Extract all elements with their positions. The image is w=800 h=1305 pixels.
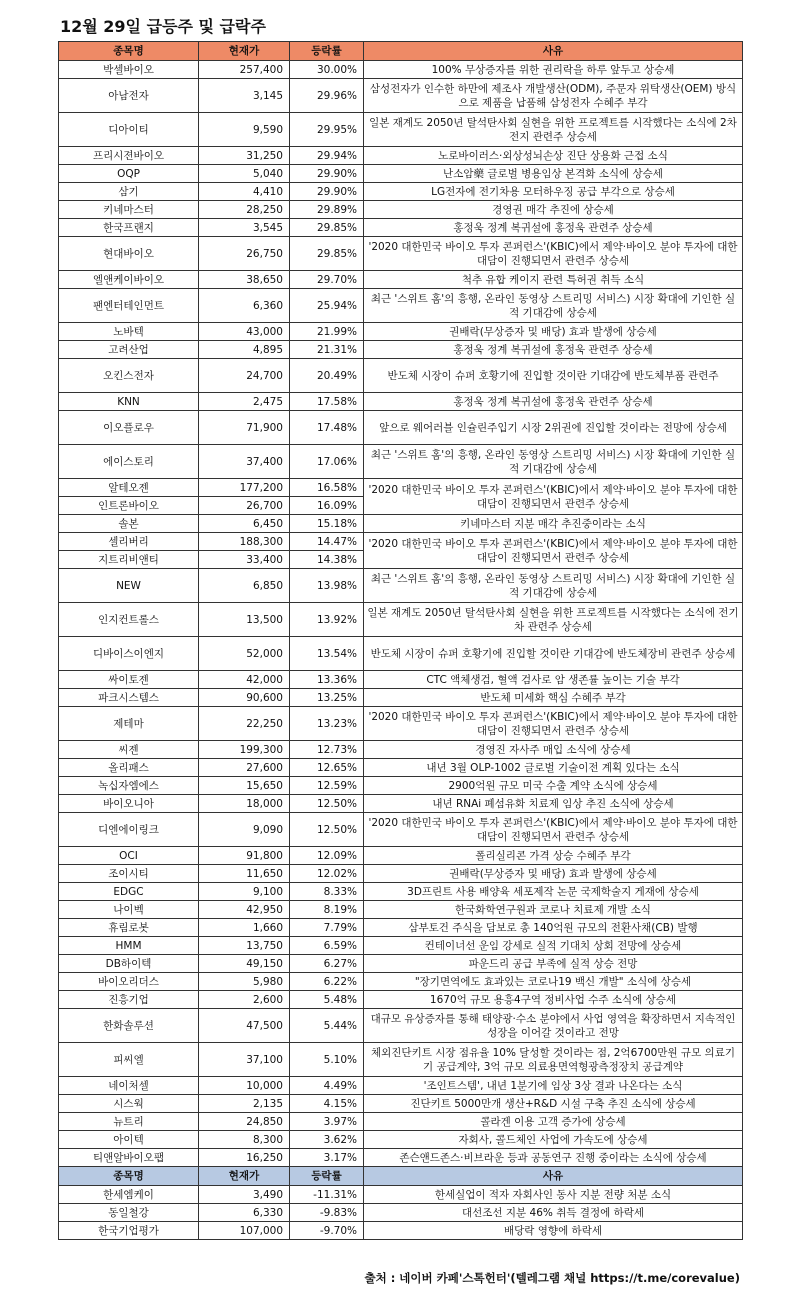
stock-price: 3,490 (199, 1186, 290, 1204)
stock-change: 4.49% (290, 1077, 364, 1095)
table-row (59, 937, 743, 955)
table-row (59, 919, 743, 937)
stock-price: 199,300 (199, 741, 290, 759)
stock-change: 15.18% (290, 515, 364, 533)
stock-name: DB하이텍 (59, 955, 199, 973)
stock-price: 27,600 (199, 759, 290, 777)
stock-change: 13.92% (290, 603, 364, 637)
stock-change: 30.00% (290, 61, 364, 79)
table-row (59, 323, 743, 341)
stock-reason: 권배락(무상증자 및 배당) 효과 발생에 상승세 (364, 865, 743, 883)
header-price: 현재가 (199, 1167, 290, 1186)
table-row (59, 1113, 743, 1131)
stock-reason: 반도체 시장이 슈퍼 호황기에 진입할 것이란 기대감에 반도체부품 관련주 (364, 359, 743, 393)
stock-change: 12.59% (290, 777, 364, 795)
stock-price: 42,000 (199, 671, 290, 689)
stock-change: 12.09% (290, 847, 364, 865)
stock-name: 에이스토리 (59, 445, 199, 479)
stock-name: 한국프랜지 (59, 219, 199, 237)
table-row (59, 533, 743, 551)
table-row (59, 955, 743, 973)
table-row (59, 865, 743, 883)
table-row (59, 741, 743, 759)
stock-change: 8.33% (290, 883, 364, 901)
stock-price: 38,650 (199, 271, 290, 289)
stock-price: 33,400 (199, 551, 290, 569)
stock-change: -9.70% (290, 1222, 364, 1240)
stock-reason: 한국화학연구원과 코로나 치료제 개발 소식 (364, 901, 743, 919)
stock-change: 12.73% (290, 741, 364, 759)
table-row (59, 271, 743, 289)
stock-name: 녹십자엠에스 (59, 777, 199, 795)
stock-reason: 홍정욱 정계 복귀설에 홍정욱 관련주 상승세 (364, 393, 743, 411)
table-row (59, 515, 743, 533)
stock-change: 8.19% (290, 901, 364, 919)
stock-name: 팬엔터테인먼트 (59, 289, 199, 323)
stock-price: 6,850 (199, 569, 290, 603)
stock-reason: 권배락(무상증자 및 배당) 효과 발생에 상승세 (364, 323, 743, 341)
stock-price: 8,300 (199, 1131, 290, 1149)
stock-change: 21.31% (290, 341, 364, 359)
stock-change: 6.59% (290, 937, 364, 955)
stock-name: 시스웍 (59, 1095, 199, 1113)
stock-reason: 경영권 매각 추진에 상승세 (364, 201, 743, 219)
stock-name: 조이시티 (59, 865, 199, 883)
stock-price: 15,650 (199, 777, 290, 795)
header-change: 등락률 (290, 42, 364, 61)
stock-name: 아이텍 (59, 1131, 199, 1149)
stock-price: 22,250 (199, 707, 290, 741)
stock-change: 17.06% (290, 445, 364, 479)
stock-change: 5.10% (290, 1043, 364, 1077)
stock-change: 14.47% (290, 533, 364, 551)
table-row (59, 991, 743, 1009)
stock-name: NEW (59, 569, 199, 603)
stock-change: 6.22% (290, 973, 364, 991)
table-row (59, 777, 743, 795)
stock-price: 188,300 (199, 533, 290, 551)
stock-price: 1,660 (199, 919, 290, 937)
stock-reason: 일본 재계도 2050년 탈석탄사회 실현을 위한 프로젝트를 시작했다는 소식에 전기차 관련주 상승세 (364, 603, 743, 637)
stock-price: 2,135 (199, 1095, 290, 1113)
stock-reason: 키네마스터 지분 매각 추진중이라는 소식 (364, 515, 743, 533)
stock-change: 14.38% (290, 551, 364, 569)
stock-change: 20.49% (290, 359, 364, 393)
stock-name: HMM (59, 937, 199, 955)
stock-reason: '2020 대한민국 바이오 투자 콘퍼런스'(KBIC)에서 제약·바이오 분야 투자에 대한 대담이 진행되면서 관련주 상승세 (364, 479, 743, 515)
stock-change: 13.54% (290, 637, 364, 671)
stock-change: 29.95% (290, 113, 364, 147)
table-row (59, 165, 743, 183)
table-row (59, 1186, 743, 1204)
stock-name: 네이처셀 (59, 1077, 199, 1095)
stock-reason: 배당락 영향에 하락세 (364, 1222, 743, 1240)
stock-change: 13.98% (290, 569, 364, 603)
table-row (59, 901, 743, 919)
stock-price: 11,650 (199, 865, 290, 883)
stock-name: 키네마스터 (59, 201, 199, 219)
stock-reason: 최근 '스위트 홈'의 흥행, 온라인 동영상 스트리밍 서비스) 시장 확대에 기인한 실적 기대감에 상승세 (364, 569, 743, 603)
table-row (59, 359, 743, 393)
stock-change: 12.65% (290, 759, 364, 777)
stock-price: 37,100 (199, 1043, 290, 1077)
stock-price: 5,980 (199, 973, 290, 991)
stock-name: 노바텍 (59, 323, 199, 341)
table-row (59, 479, 743, 497)
stock-change: 6.27% (290, 955, 364, 973)
header-name: 종목명 (59, 42, 199, 61)
stock-reason: '2020 대한민국 바이오 투자 콘퍼런스'(KBIC)에서 제약·바이오 분야 투자에 대한 대담이 진행되면서 관련주 상승세 (364, 707, 743, 741)
header-reason: 사유 (364, 1167, 743, 1186)
stock-change: 13.25% (290, 689, 364, 707)
stock-price: 71,900 (199, 411, 290, 445)
table-row (59, 411, 743, 445)
source-note: 출처 : 네이버 카페'스톡헌터'(텔레그램 채널 https://t.me/corevalue) (364, 1271, 740, 1285)
stock-reason: 3D프린트 사용 배양육 세포제작 논문 국제학술지 게재에 상승세 (364, 883, 743, 901)
stock-name: EDGC (59, 883, 199, 901)
table-row (59, 671, 743, 689)
stock-change: 3.62% (290, 1131, 364, 1149)
stock-reason: 자회사, 콜드체인 사업에 가속도에 상승세 (364, 1131, 743, 1149)
stock-reason: 1670억 규모 용흥4구역 정비사업 수주 소식에 상승세 (364, 991, 743, 1009)
stock-name: 엘앤케이바이오 (59, 271, 199, 289)
table-row (59, 341, 743, 359)
stock-reason: 체외진단키트 시장 점유율 10% 달성할 것이라는 점, 2억6700만원 규모 의료기기 공급계약, 3억 규모 의료용면역형광측정장치 공급계약 (364, 1043, 743, 1077)
header-reason: 사유 (364, 42, 743, 61)
stock-name: 현대바이오 (59, 237, 199, 271)
table-row (59, 689, 743, 707)
stock-change: 5.44% (290, 1009, 364, 1043)
stock-price: 4,895 (199, 341, 290, 359)
stock-reason: 폴리실리콘 가격 상승 수혜주 부각 (364, 847, 743, 865)
stock-reason: 난소암藥 글로벌 병용임상 본격화 소식에 상승세 (364, 165, 743, 183)
stock-reason: 삼성전자가 인수한 하만에 제조사 개발생산(ODM), 주문자 위탁생산(OEM) 방식으로 제품을 납품해 삼성전자 수혜주 부각 (364, 79, 743, 113)
stock-change: 13.36% (290, 671, 364, 689)
page-title: 12월 29일 급등주 및 급락주 (60, 17, 266, 36)
stock-name: 씨젠 (59, 741, 199, 759)
stock-reason: 척추 유합 케이지 관련 특허권 취득 소식 (364, 271, 743, 289)
stock-name: 이오플로우 (59, 411, 199, 445)
stock-change: 17.58% (290, 393, 364, 411)
stock-name: 디아이티 (59, 113, 199, 147)
stock-change: 29.89% (290, 201, 364, 219)
stock-name: 박셀바이오 (59, 61, 199, 79)
stock-price: 6,450 (199, 515, 290, 533)
stock-price: 26,750 (199, 237, 290, 271)
header-change: 등락률 (290, 1167, 364, 1186)
stock-change: 13.23% (290, 707, 364, 741)
stock-reason: 반도체 미세화 핵심 수혜주 부각 (364, 689, 743, 707)
stock-change: 16.58% (290, 479, 364, 497)
stock-change: -11.31% (290, 1186, 364, 1204)
table-row (59, 201, 743, 219)
stock-reason: 내년 RNAi 폐섬유화 치료제 임상 추진 소식에 상승세 (364, 795, 743, 813)
stock-price: 9,590 (199, 113, 290, 147)
stock-change: 12.50% (290, 795, 364, 813)
stock-name: 피씨엘 (59, 1043, 199, 1077)
stock-price: 31,250 (199, 147, 290, 165)
stock-reason: 컨테이너선 운임 강세로 실적 기대치 상회 전망에 상승세 (364, 937, 743, 955)
table-row (59, 813, 743, 847)
table-row (59, 113, 743, 147)
stock-price: 6,360 (199, 289, 290, 323)
table-row (59, 1095, 743, 1113)
stock-price: 13,750 (199, 937, 290, 955)
stock-change: 4.15% (290, 1095, 364, 1113)
stock-price: 107,000 (199, 1222, 290, 1240)
stock-change: 7.79% (290, 919, 364, 937)
table-row (59, 393, 743, 411)
stock-price: 18,000 (199, 795, 290, 813)
stock-name: 오킨스전자 (59, 359, 199, 393)
stock-name: 진흥기업 (59, 991, 199, 1009)
table-row (59, 637, 743, 671)
table-row (59, 759, 743, 777)
stock-price: 9,100 (199, 883, 290, 901)
table-row (59, 61, 743, 79)
table-row (59, 847, 743, 865)
stock-reason: 일본 재계도 2050년 탈석탄사회 실현을 위한 프로젝트를 시작했다는 소식에 2차전지 관련주 상승세 (364, 113, 743, 147)
stock-change: 29.85% (290, 219, 364, 237)
stock-price: 5,040 (199, 165, 290, 183)
stock-reason: 존슨앤드존스·비브라운 등과 공동연구 진행 중이라는 소식에 상승세 (364, 1149, 743, 1167)
stock-reason: 홍정욱 정계 복귀설에 홍정욱 관련주 상승세 (364, 219, 743, 237)
stock-name: 티앤알바이오팹 (59, 1149, 199, 1167)
stock-reason: '2020 대한민국 바이오 투자 콘퍼런스'(KBIC)에서 제약·바이오 분야 투자에 대한 대담이 진행되면서 관련주 상승세 (364, 533, 743, 569)
stock-price: 10,000 (199, 1077, 290, 1095)
stock-name: 한세엠케이 (59, 1186, 199, 1204)
stock-price: 42,950 (199, 901, 290, 919)
stock-name: 삼기 (59, 183, 199, 201)
stock-price: 3,545 (199, 219, 290, 237)
stock-reason: 최근 '스위트 홈'의 흥행, 온라인 동영상 스트리밍 서비스) 시장 확대에 기인한 실적 기대감에 상승세 (364, 445, 743, 479)
stock-change: 29.96% (290, 79, 364, 113)
stock-name: 뉴트리 (59, 1113, 199, 1131)
stock-name: 올리패스 (59, 759, 199, 777)
header-name: 종목명 (59, 1167, 199, 1186)
stock-name: 바이오리더스 (59, 973, 199, 991)
stock-change: 21.99% (290, 323, 364, 341)
stock-name: 인트론바이오 (59, 497, 199, 515)
table-row (59, 1077, 743, 1095)
stock-price: 43,000 (199, 323, 290, 341)
stock-reason: 파운드리 공급 부족에 실적 상승 전망 (364, 955, 743, 973)
stock-name: 나이벡 (59, 901, 199, 919)
stock-name: 셀리버리 (59, 533, 199, 551)
table-row (59, 603, 743, 637)
stock-price: 2,600 (199, 991, 290, 1009)
table-row (59, 707, 743, 741)
stock-price: 6,330 (199, 1204, 290, 1222)
stock-change: 29.70% (290, 271, 364, 289)
stock-reason: 진단키트 5000만개 생산+R&D 시설 구축 추진 소식에 상승세 (364, 1095, 743, 1113)
table-row (59, 883, 743, 901)
stock-name: 알테오젠 (59, 479, 199, 497)
stock-price: 257,400 (199, 61, 290, 79)
stock-price: 2,475 (199, 393, 290, 411)
stock-price: 24,700 (199, 359, 290, 393)
stock-price: 49,150 (199, 955, 290, 973)
stock-reason: 대규모 유상증자를 통해 태양광·수소 분야에서 사업 영역을 확장하면서 지속적인 성장을 이어갈 것이라고 전망 (364, 1009, 743, 1043)
stock-reason: '2020 대한민국 바이오 투자 콘퍼런스'(KBIC)에서 제약·바이오 분야 투자에 대한 대담이 진행되면서 관련주 상승세 (364, 237, 743, 271)
table-row (59, 1204, 743, 1222)
stock-change: 3.97% (290, 1113, 364, 1131)
stock-name: 휴림로봇 (59, 919, 199, 937)
table-row (59, 569, 743, 603)
stock-name: 인지컨트롤스 (59, 603, 199, 637)
stock-change: 5.48% (290, 991, 364, 1009)
table-row (59, 1222, 743, 1240)
stock-price: 177,200 (199, 479, 290, 497)
stock-price: 47,500 (199, 1009, 290, 1043)
stock-reason: 콜라겐 이용 고객 증가에 상승세 (364, 1113, 743, 1131)
table-row (59, 445, 743, 479)
table-row (59, 1043, 743, 1077)
stock-change: 12.50% (290, 813, 364, 847)
stock-name: 파크시스템스 (59, 689, 199, 707)
stock-change: 12.02% (290, 865, 364, 883)
table-row (59, 1131, 743, 1149)
stock-reason: '조인트스템', 내년 1분기에 임상 3상 결과 나온다는 소식 (364, 1077, 743, 1095)
stock-change: 29.90% (290, 183, 364, 201)
stock-name: 지트리비앤티 (59, 551, 199, 569)
table-row (59, 183, 743, 201)
stock-name: OQP (59, 165, 199, 183)
stock-name: 제테마 (59, 707, 199, 741)
stock-name: 한국기업평가 (59, 1222, 199, 1240)
stock-reason: 앞으로 웨어러블 인슐린주입기 시장 2위권에 진입할 것이라는 전망에 상승세 (364, 411, 743, 445)
stock-name: 동일철강 (59, 1204, 199, 1222)
stock-reason: 100% 무상증자를 위한 권리락을 하루 앞두고 상승세 (364, 61, 743, 79)
table-row (59, 1009, 743, 1043)
table-row (59, 219, 743, 237)
stock-reason: 경영진 자사주 매입 소식에 상승세 (364, 741, 743, 759)
stock-reason: "장기면역에도 효과있는 코로나19 백신 개발" 소식에 상승세 (364, 973, 743, 991)
stock-name: 바이오니아 (59, 795, 199, 813)
table-row (59, 79, 743, 113)
stock-change: -9.83% (290, 1204, 364, 1222)
stock-price: 13,500 (199, 603, 290, 637)
stock-change: 25.94% (290, 289, 364, 323)
table-row (59, 147, 743, 165)
stock-reason: 2900억원 규모 미국 수출 계약 소식에 상승세 (364, 777, 743, 795)
table-row (59, 1149, 743, 1167)
stock-name: 디바이스이엔지 (59, 637, 199, 671)
stock-price: 90,600 (199, 689, 290, 707)
stock-change: 17.48% (290, 411, 364, 445)
stock-name: 아남전자 (59, 79, 199, 113)
stock-price: 9,090 (199, 813, 290, 847)
stock-reason: 홍정욱 정계 복귀설에 홍정욱 관련주 상승세 (364, 341, 743, 359)
stock-name: OCI (59, 847, 199, 865)
stock-price: 37,400 (199, 445, 290, 479)
stock-price: 16,250 (199, 1149, 290, 1167)
stock-reason: 대선조선 지분 46% 취득 결정에 하락세 (364, 1204, 743, 1222)
up-header-row (59, 42, 743, 61)
stock-change: 29.85% (290, 237, 364, 271)
table-row (59, 237, 743, 271)
stock-name: 싸이토젠 (59, 671, 199, 689)
stock-name: 디엔에이링크 (59, 813, 199, 847)
stock-name: 프리시젼바이오 (59, 147, 199, 165)
stock-reason: 삼부토건 주식을 담보로 총 140억원 규모의 전환사채(CB) 발행 (364, 919, 743, 937)
stock-reason: 반도체 시장이 슈퍼 호황기에 진입할 것이란 기대감에 반도체장비 관련주 상승세 (364, 637, 743, 671)
stock-change: 16.09% (290, 497, 364, 515)
stock-change: 3.17% (290, 1149, 364, 1167)
stock-reason: 내년 3월 OLP-1002 글로벌 기술이전 계획 있다는 소식 (364, 759, 743, 777)
stock-reason: LG전자에 전기차용 모터하우징 공급 부각으로 상승세 (364, 183, 743, 201)
stock-price: 28,250 (199, 201, 290, 219)
table-row (59, 289, 743, 323)
down-header-row (59, 1167, 743, 1186)
stock-reason: '2020 대한민국 바이오 투자 콘퍼런스'(KBIC)에서 제약·바이오 분야 투자에 대한 대담이 진행되면서 관련주 상승세 (364, 813, 743, 847)
stock-price: 3,145 (199, 79, 290, 113)
table-row (59, 795, 743, 813)
stock-price: 26,700 (199, 497, 290, 515)
stock-price: 24,850 (199, 1113, 290, 1131)
stock-change: 29.90% (290, 165, 364, 183)
table-row (59, 973, 743, 991)
stock-price: 52,000 (199, 637, 290, 671)
stock-reason: 노로바이러스·외상성뇌손상 진단 상용화 근접 소식 (364, 147, 743, 165)
stock-name: 솔본 (59, 515, 199, 533)
stock-change: 29.94% (290, 147, 364, 165)
stock-price: 91,800 (199, 847, 290, 865)
header-price: 현재가 (199, 42, 290, 61)
stock-reason: 최근 '스위트 홈'의 흥행, 온라인 동영상 스트리밍 서비스) 시장 확대에 기인한 실적 기대감에 상승세 (364, 289, 743, 323)
stock-name: KNN (59, 393, 199, 411)
stock-price: 4,410 (199, 183, 290, 201)
stock-name: 고려산업 (59, 341, 199, 359)
stock-table (58, 41, 743, 1240)
stock-reason: CTC 액체생검, 혈액 검사로 암 생존률 높이는 기술 부각 (364, 671, 743, 689)
stock-reason: 한세실업이 적자 자회사인 동사 지분 전량 처분 소식 (364, 1186, 743, 1204)
stock-name: 한화솔루션 (59, 1009, 199, 1043)
